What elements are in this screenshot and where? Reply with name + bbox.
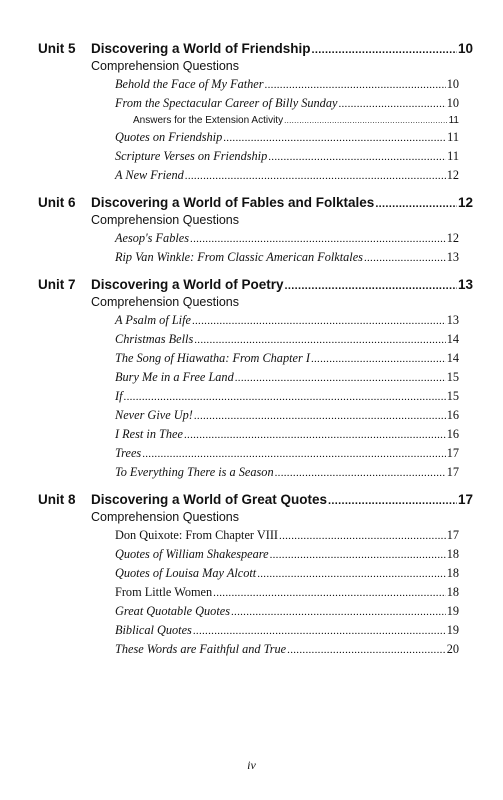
unit-page-number: 13 bbox=[457, 277, 473, 292]
dot-leader bbox=[190, 230, 446, 249]
toc-entry bbox=[38, 94, 473, 113]
dot-leader bbox=[194, 331, 445, 350]
dot-leader bbox=[231, 603, 446, 622]
entry-title: Behold the Face of My Father bbox=[115, 77, 264, 91]
toc-entry bbox=[38, 229, 473, 248]
entry-title: If bbox=[115, 389, 123, 403]
dot-leader bbox=[285, 277, 457, 295]
toc-entry bbox=[38, 349, 473, 368]
entry-title: Great Quotable Quotes bbox=[115, 604, 230, 618]
entry-title: Quotes on Friendship bbox=[115, 130, 223, 144]
entry-page-number: 18 bbox=[446, 566, 459, 580]
toc-entry bbox=[38, 602, 473, 621]
unit-heading bbox=[38, 194, 473, 212]
unit-7 bbox=[38, 276, 473, 482]
dot-leader bbox=[268, 148, 446, 167]
dot-leader bbox=[124, 388, 446, 407]
entry-title: Christmas Bells bbox=[115, 332, 194, 346]
entry-page-number: 18 bbox=[446, 547, 459, 561]
toc-entry bbox=[38, 564, 473, 583]
entry-title: I Rest in Thee bbox=[115, 427, 183, 441]
unit-heading bbox=[38, 40, 473, 58]
unit-label: Unit 7 bbox=[38, 277, 76, 292]
entry-page-number: 17 bbox=[446, 446, 459, 460]
entry-page-number: 13 bbox=[446, 313, 459, 327]
entry-page-number: 10 bbox=[446, 77, 459, 91]
dot-leader bbox=[193, 622, 446, 641]
entry-title: Aesop's Fables bbox=[115, 231, 190, 245]
unit-8 bbox=[38, 491, 473, 659]
entry-page-number: 17 bbox=[446, 465, 459, 479]
entry-page-number: 15 bbox=[446, 389, 459, 403]
section-heading: Comprehension Questions bbox=[91, 295, 239, 309]
entry-page-number: 14 bbox=[446, 351, 459, 365]
entry-title: These Words are Faithful and True bbox=[115, 642, 287, 656]
unit-page-number: 10 bbox=[457, 41, 473, 56]
entry-title: To Everything There is a Season bbox=[115, 465, 274, 479]
dot-leader bbox=[235, 369, 446, 388]
toc-entry bbox=[38, 166, 473, 185]
entry-page-number: 16 bbox=[446, 408, 459, 422]
entry-title: Trees bbox=[115, 446, 142, 460]
unit-6 bbox=[38, 194, 473, 267]
toc-entry bbox=[38, 545, 473, 564]
dot-leader bbox=[375, 195, 457, 213]
entry-page-number: 19 bbox=[446, 623, 459, 637]
unit-page-number: 17 bbox=[457, 492, 473, 507]
toc-entry bbox=[38, 526, 473, 545]
entry-title: The Song of Hiawatha: From Chapter I bbox=[115, 351, 310, 365]
toc-entry bbox=[38, 621, 473, 640]
dot-leader bbox=[192, 312, 446, 331]
toc-entry bbox=[38, 406, 473, 425]
entry-page-number: 11 bbox=[447, 149, 459, 163]
dot-leader bbox=[279, 527, 446, 546]
dot-leader bbox=[328, 492, 457, 510]
section-heading: Comprehension Questions bbox=[91, 510, 239, 524]
dot-leader bbox=[213, 584, 446, 603]
dot-leader bbox=[311, 350, 446, 369]
entry-title: Bury Me in a Free Land bbox=[115, 370, 234, 384]
toc-entry bbox=[38, 425, 473, 444]
unit-page-number: 12 bbox=[457, 195, 473, 210]
unit-title: Discovering a World of Poetry bbox=[91, 277, 284, 292]
unit-title: Discovering a World of Friendship bbox=[91, 41, 311, 56]
toc-entry bbox=[38, 583, 473, 602]
dot-leader bbox=[257, 565, 446, 584]
entry-page-number: 19 bbox=[446, 604, 459, 618]
dot-leader bbox=[184, 426, 446, 445]
entry-title: Answers for the Extension Activity bbox=[133, 115, 284, 126]
toc-entry bbox=[38, 248, 473, 267]
dot-leader bbox=[338, 95, 445, 114]
entry-title: Never Give Up! bbox=[115, 408, 193, 422]
page-number: iv bbox=[247, 758, 256, 772]
entry-page-number: 12 bbox=[446, 231, 459, 245]
dot-leader bbox=[312, 41, 457, 59]
entry-page-number: 13 bbox=[446, 250, 459, 264]
toc-entry bbox=[38, 147, 473, 166]
toc-entry bbox=[38, 387, 473, 406]
unit-heading bbox=[38, 491, 473, 509]
entry-title: From Little Women bbox=[115, 585, 213, 599]
entry-page-number: 11 bbox=[447, 130, 459, 144]
entry-title: Quotes of William Shakespeare bbox=[115, 547, 269, 561]
entry-page-number: 11 bbox=[448, 115, 459, 126]
unit-title: Discovering a World of Great Quotes bbox=[91, 492, 328, 507]
dot-leader bbox=[194, 407, 446, 426]
entry-title: From the Spectacular Career of Billy Sunday bbox=[115, 96, 338, 110]
entry-page-number: 14 bbox=[446, 332, 459, 346]
entry-title: Quotes of Louisa May Alcott bbox=[115, 566, 257, 580]
entry-title: Biblical Quotes bbox=[115, 623, 192, 637]
dot-leader bbox=[275, 464, 446, 483]
toc-entry bbox=[38, 444, 473, 463]
unit-5 bbox=[38, 40, 473, 185]
unit-label: Unit 6 bbox=[38, 195, 76, 210]
dot-leader bbox=[287, 641, 446, 660]
toc-entry bbox=[38, 330, 473, 349]
entry-title: A Psalm of Life bbox=[115, 313, 191, 327]
entry-title: Rip Van Winkle: From Classic American Folktales bbox=[115, 250, 363, 264]
dot-leader bbox=[185, 167, 446, 186]
toc-entry bbox=[38, 75, 473, 94]
entry-page-number: 10 bbox=[446, 96, 459, 110]
unit-label: Unit 8 bbox=[38, 492, 76, 507]
entry-title: Scripture Verses on Friendship bbox=[115, 149, 268, 163]
table-of-contents bbox=[38, 40, 473, 668]
toc-entry bbox=[38, 640, 473, 659]
entry-page-number: 20 bbox=[446, 642, 459, 656]
entry-page-number: 18 bbox=[446, 585, 459, 599]
unit-label: Unit 5 bbox=[38, 41, 76, 56]
toc-entry bbox=[38, 311, 473, 330]
section-heading: Comprehension Questions bbox=[91, 59, 239, 73]
dot-leader bbox=[223, 129, 446, 148]
entry-page-number: 12 bbox=[446, 168, 459, 182]
section-heading: Comprehension Questions bbox=[91, 213, 239, 227]
entry-title: A New Friend bbox=[115, 168, 184, 182]
entry-page-number: 17 bbox=[446, 528, 459, 542]
dot-leader bbox=[142, 445, 446, 464]
toc-subentry bbox=[38, 113, 473, 128]
unit-title: Discovering a World of Fables and Folktales bbox=[91, 195, 375, 210]
toc-entry bbox=[38, 128, 473, 147]
toc-entry bbox=[38, 368, 473, 387]
entry-page-number: 15 bbox=[446, 370, 459, 384]
dot-leader bbox=[270, 546, 446, 565]
dot-leader bbox=[284, 113, 448, 128]
toc-entry bbox=[38, 463, 473, 482]
dot-leader bbox=[364, 249, 446, 268]
unit-heading bbox=[38, 276, 473, 294]
entry-title: Don Quixote: From Chapter VIII bbox=[115, 528, 279, 542]
dot-leader bbox=[265, 76, 446, 95]
entry-page-number: 16 bbox=[446, 427, 459, 441]
